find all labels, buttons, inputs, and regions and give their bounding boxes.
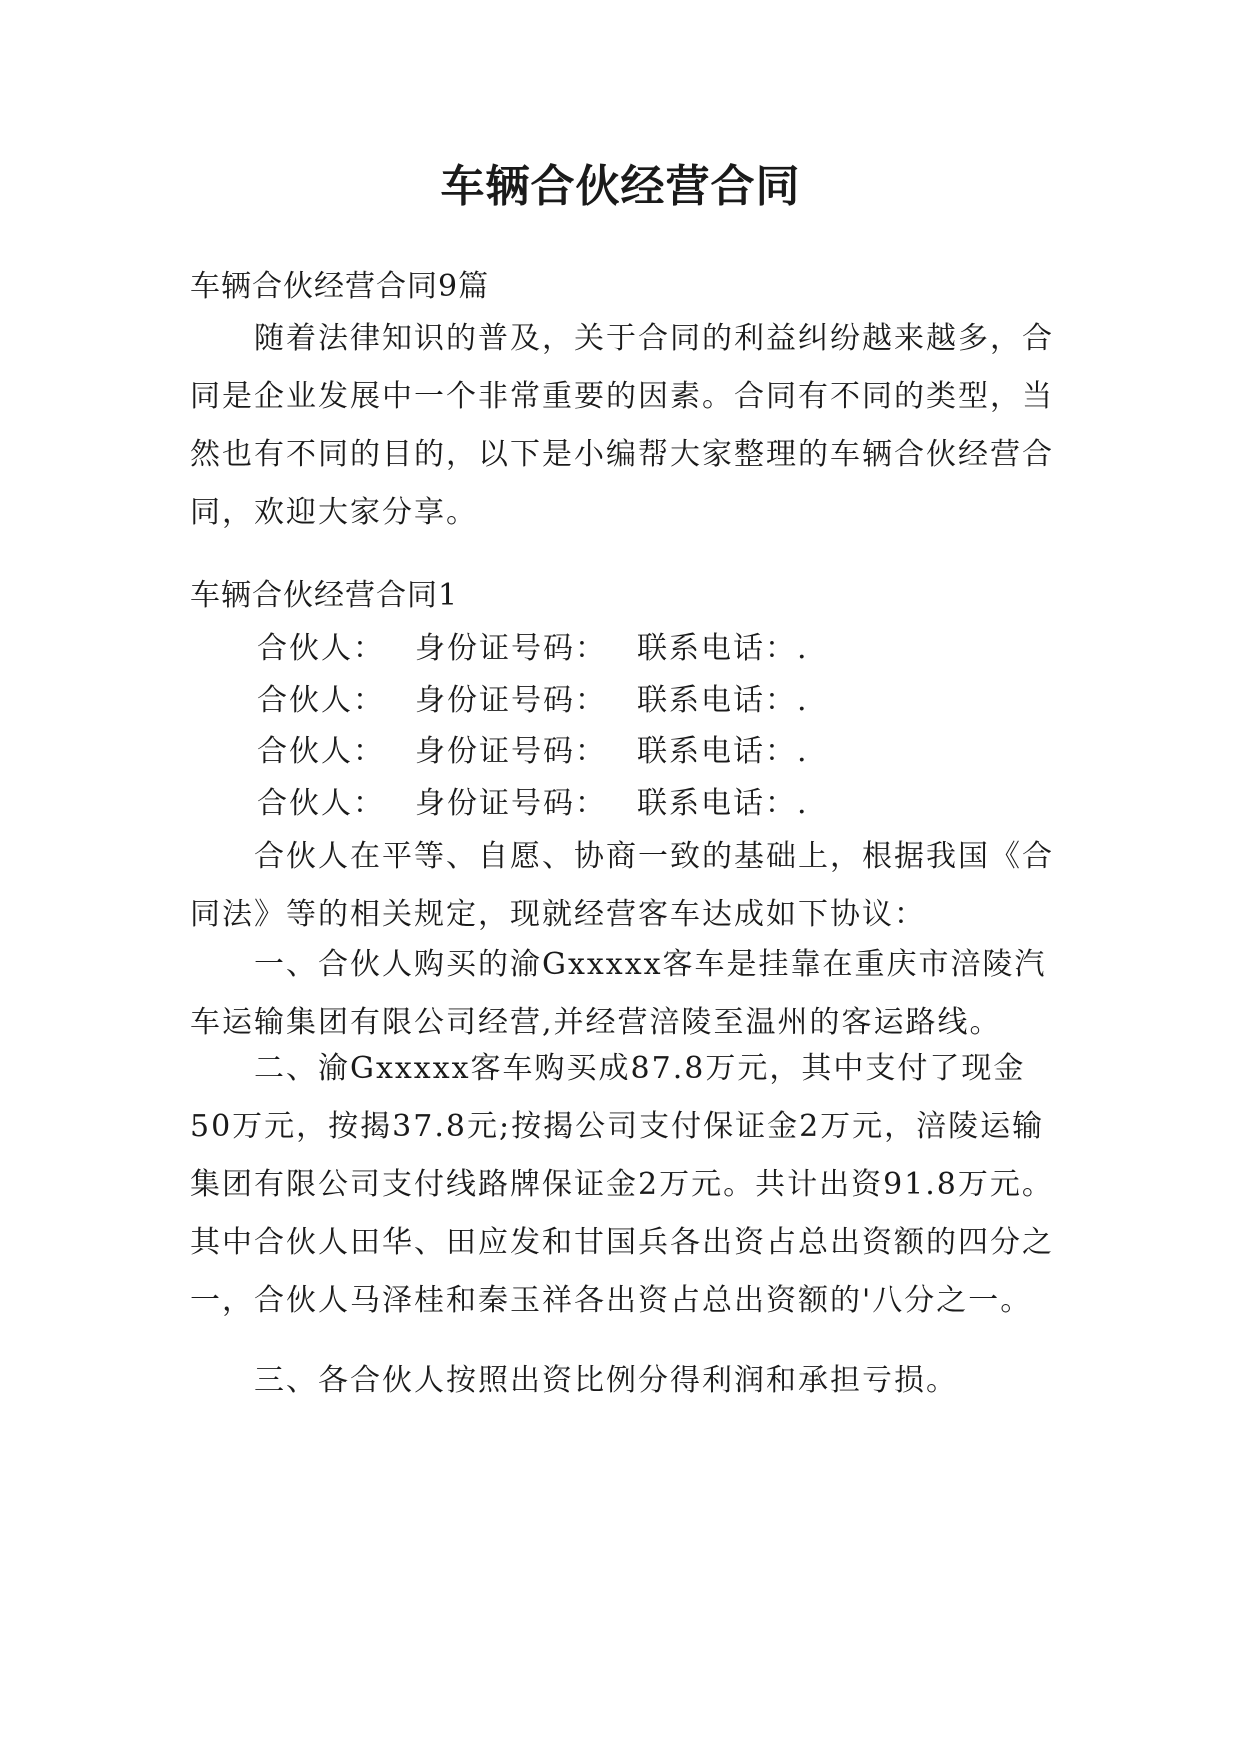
phone-label: 联系电话：. (637, 734, 809, 769)
id-number-label: 身份证号码： (415, 631, 607, 666)
partner-label: 合伙人： (257, 734, 385, 769)
clause-paragraph: 三、各合伙人按照出资比例分得利润和承担亏损。 (254, 1363, 958, 1398)
partner-label: 合伙人： (257, 786, 385, 821)
party-row (257, 672, 809, 730)
id-number-label: 身份证号码： (415, 734, 607, 769)
phone-label: 联系电话：. (637, 683, 809, 718)
party-row (257, 775, 809, 833)
clause-paragraph: 一、合伙人购买的渝Gxxxxx客车是挂靠在重庆市涪陵汽车运输集团有限公司经营,并经营涪陵至温州的客运路线。 (190, 947, 1047, 1040)
phone-label: 联系电话：. (637, 631, 809, 666)
phone-label: 联系电话：. (637, 786, 809, 821)
id-number-label: 身份证号码： (415, 786, 607, 821)
preamble-paragraph: 合伙人在平等、自愿、协商一致的基础上，根据我国《合同法》等的相关规定，现就经营客车达成如下协议： (190, 839, 1054, 932)
intro-paragraph: 随着法律知识的普及，关于合同的利益纠纷越来越多，合同是企业发展中一个非常重要的因素。合同有不同的类型，当然也有不同的目的，以下是小编帮大家整理的车辆合伙经营合同，欢迎大家分享。 (190, 321, 1054, 530)
collection-heading: 车辆合伙经营合同9篇 (190, 269, 490, 304)
section-heading: 车辆合伙经营合同1 (190, 578, 459, 613)
party-row (257, 620, 809, 678)
partner-label: 合伙人： (257, 631, 385, 666)
document-title: 车辆合伙经营合同 (440, 161, 801, 212)
id-number-label: 身份证号码： (415, 683, 607, 718)
partner-label: 合伙人： (257, 683, 385, 718)
clause-paragraph: 二、渝Gxxxxx客车购买成87.8万元，其中支付了现金50万元，按揭37.8元;按揭公司支付保证金2万元，涪陵运输集团有限公司支付线路牌保证金2万元。共计出资91.8万元。其中合伙人田华、田应发和甘国兵各出资占总出资额的四分之一，合伙人马泽桂和秦玉祥各出资占总出资额的'八分之一。 (190, 1051, 1054, 1318)
party-row (257, 723, 809, 781)
